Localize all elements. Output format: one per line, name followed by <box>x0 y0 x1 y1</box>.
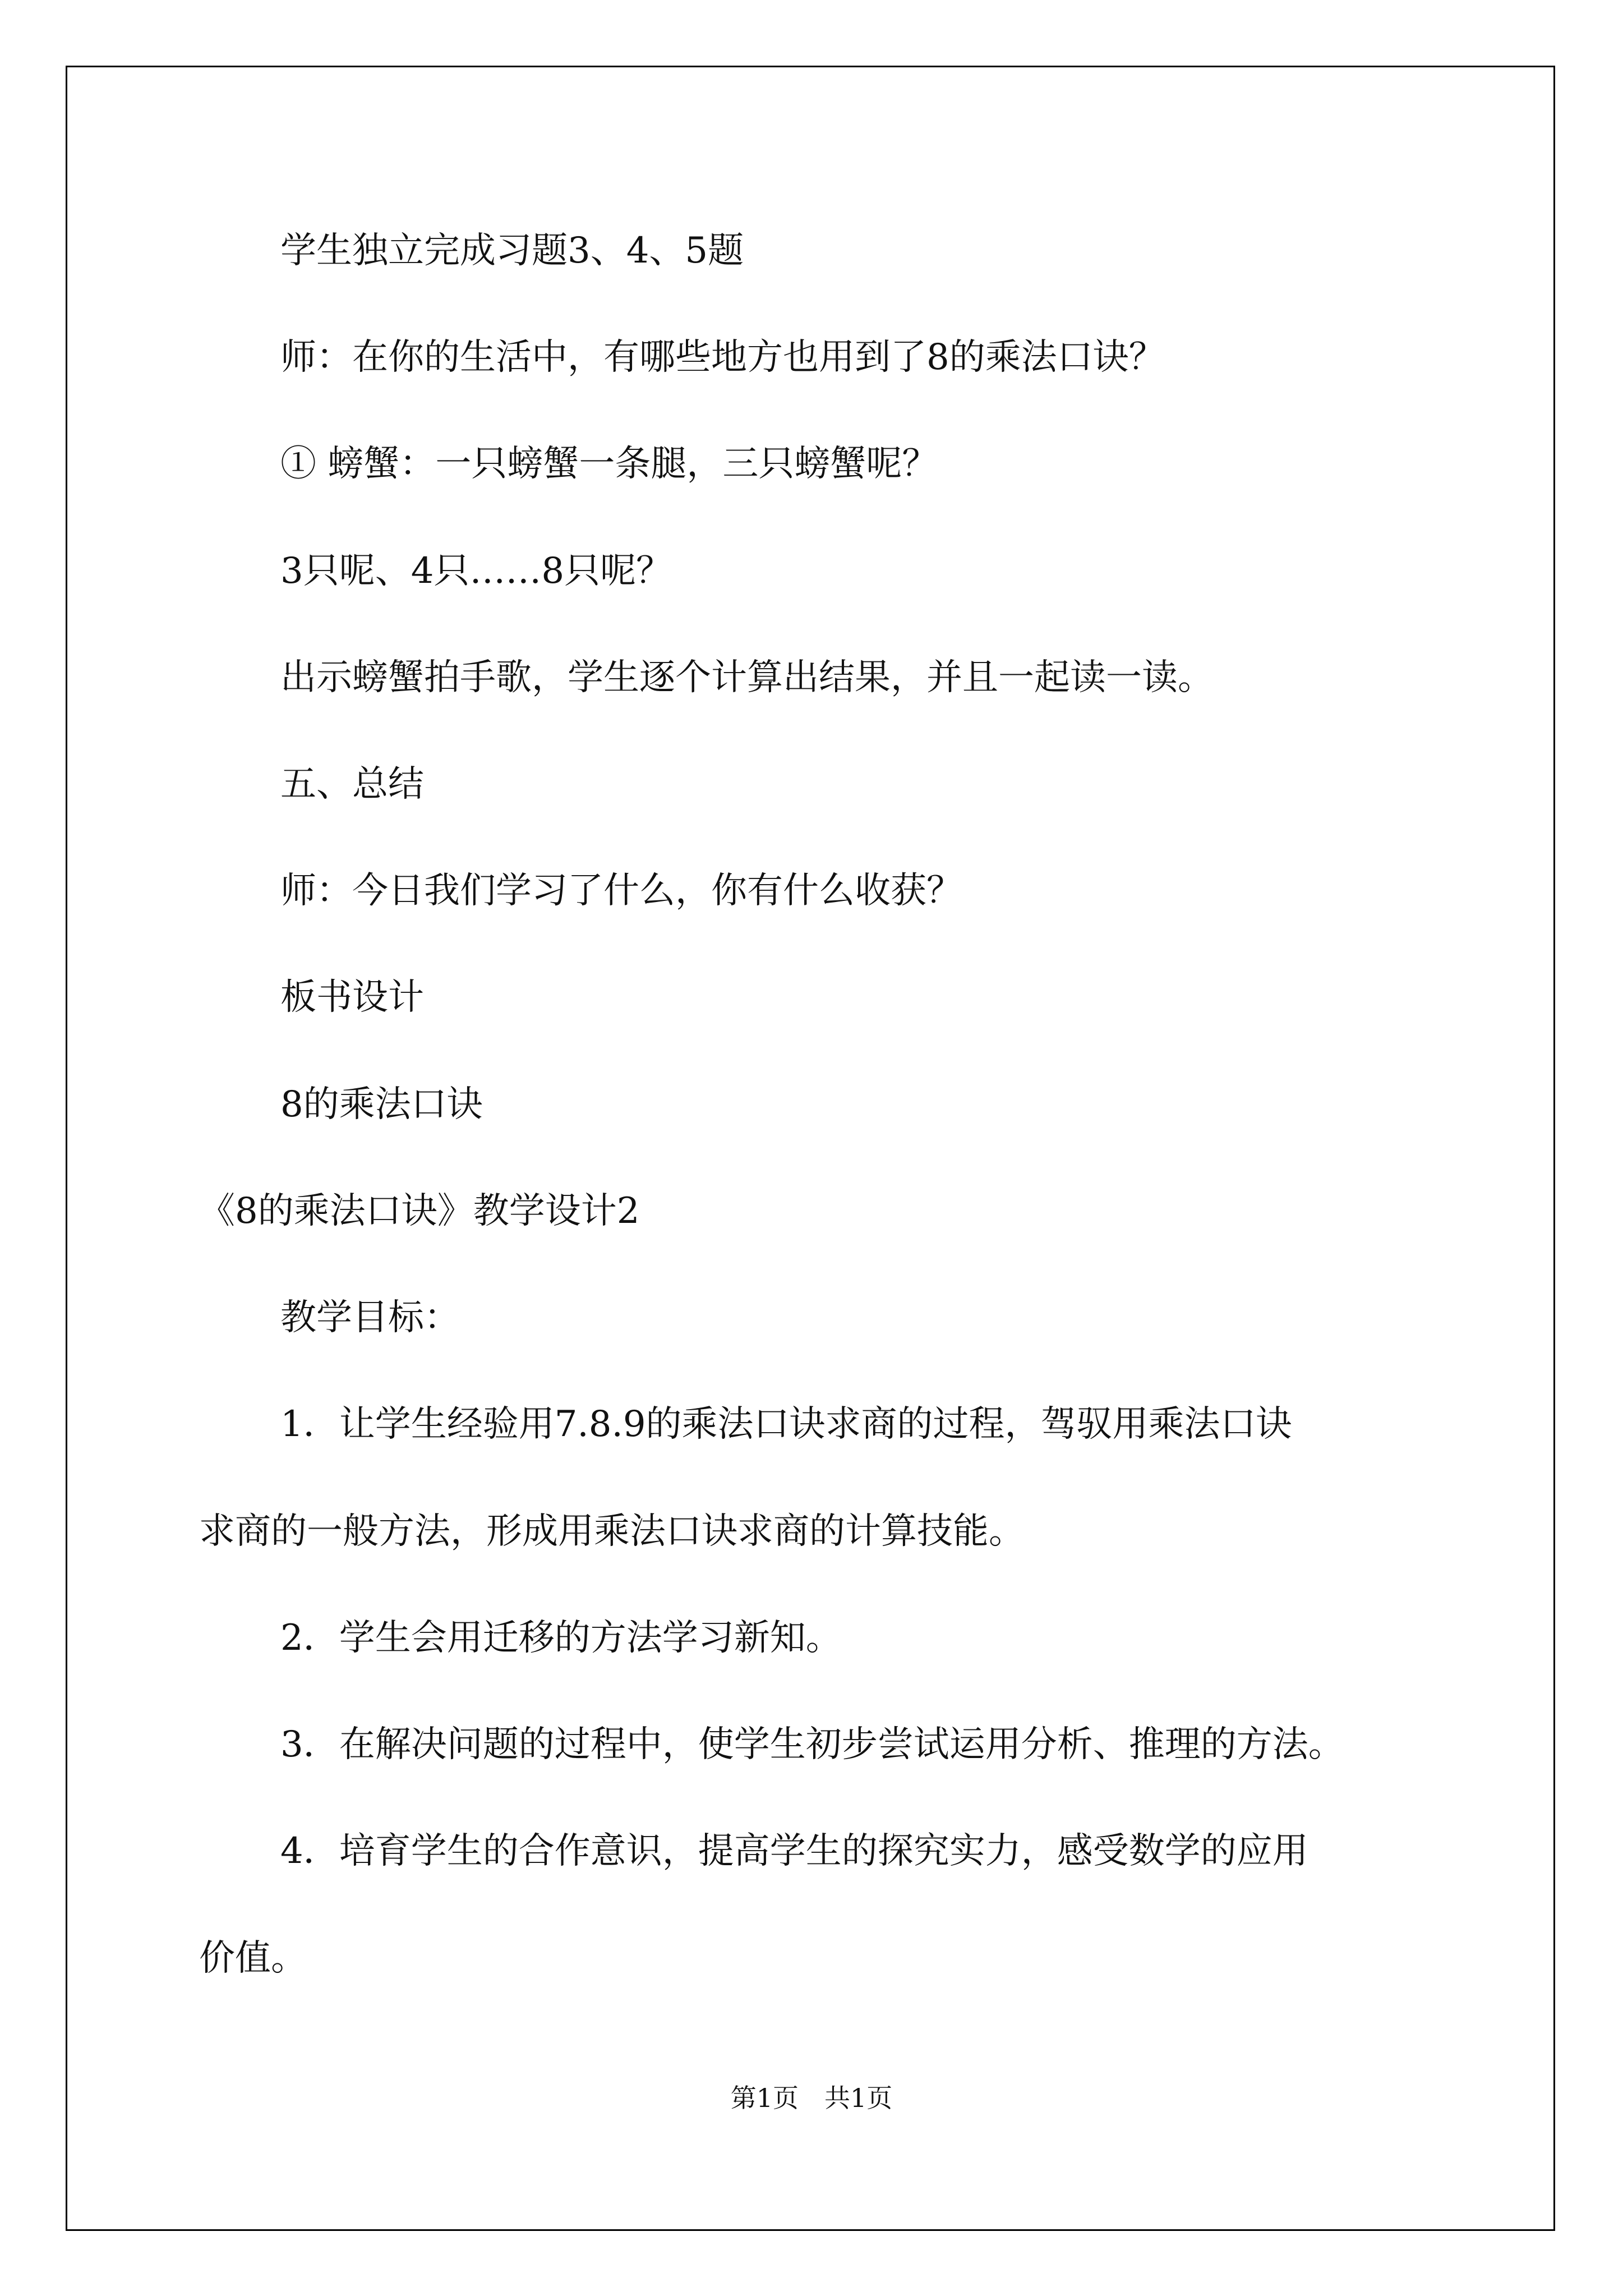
document-section-title: 《8的乘法口诀》教学设计2 <box>199 1190 640 1232</box>
page-footer: 第1页 共1页 <box>730 2083 893 2113</box>
paragraph-crab-question: ① 螃蟹：一只螃蟹一条腿，三只螃蟹呢？ <box>280 443 938 485</box>
page-border <box>66 66 1555 2231</box>
board-design-title: 8的乘法口诀 <box>280 1084 483 1125</box>
paragraph-crab-song: 出示螃蟹拍手歌，学生逐个计算出结果，并且一起读一读。 <box>280 657 1214 698</box>
goal-4-line-1: 4．培育学生的合作意识，提高学生的探究实力，感受数学的应用 <box>280 1830 1308 1872</box>
paragraph-teacher-summary: 师：今日我们学习了什么，你有什么收获？ <box>280 870 962 912</box>
paragraph-count-question: 3只呢、4只……8只呢？ <box>280 550 672 592</box>
goal-1-line-1: 1．让学生经验用7.8.9的乘法口诀求商的过程，驾驭用乘法口诀 <box>280 1404 1292 1445</box>
paragraph-teacher-question: 师：在你的生活中，有哪些地方也用到了8的乘法口诀？ <box>280 337 1165 378</box>
goal-4-line-2: 价值。 <box>199 1938 307 1979</box>
goal-1-line-2: 求商的一般方法，形成用乘法口诀求商的计算技能。 <box>199 1511 1025 1552</box>
heading-board-design: 板书设计 <box>280 977 424 1018</box>
section-heading-summary: 五、总结 <box>280 763 424 805</box>
heading-teaching-goals: 教学目标： <box>280 1297 460 1338</box>
goal-2: 2．学生会用迁移的方法学习新知。 <box>280 1617 842 1659</box>
goal-3: 3．在解决问题的过程中，使学生初步尝试运用分析、推理的方法。 <box>280 1724 1344 1765</box>
paragraph-exercise: 学生独立完成习题3、4、5题 <box>280 230 744 272</box>
